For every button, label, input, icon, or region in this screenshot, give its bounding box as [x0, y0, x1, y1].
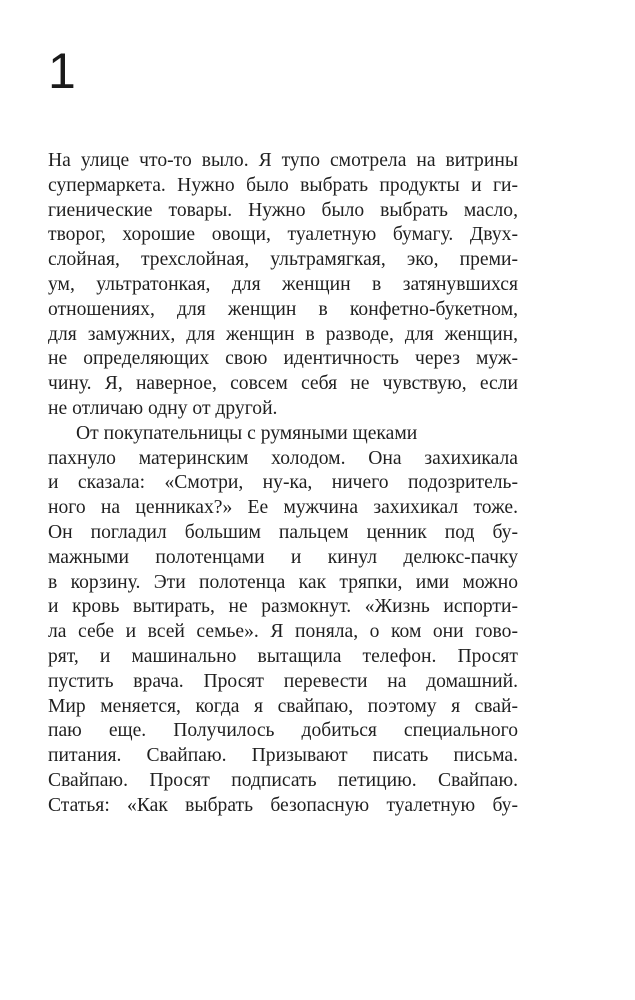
text-line: На улице что-то выло. Я тупо смотрела на витрины [48, 150, 518, 171]
text-line: не определяющих свою идентичность через муж- [48, 348, 518, 370]
body-text [48, 149, 518, 819]
text-line: Свайпаю. Просят подписать петицию. Свайпаю. [48, 769, 518, 791]
text-line: и кровь вытирать, не размокнут. «Жизнь испорти- [48, 596, 518, 618]
text-line: гиенические товары. Нужно было выбрать масло, [48, 199, 518, 221]
text-line: Он погладил большим пальцем ценник под бу- [48, 521, 518, 543]
text-line: творог, хорошие овощи, туалетную бумагу. Двух- [48, 224, 518, 246]
text-line: слойная, трехслойная, ультрамягкая, эко, преми- [48, 249, 518, 271]
text-line: пахнуло материнским холодом. Она захихикала [48, 447, 518, 469]
text-line: Статья: «Как выбрать безопасную туалетную бу- [48, 794, 518, 816]
text-line: питания. Свайпаю. Призывают писать письма. [48, 745, 518, 767]
text-line: ного на ценниках?» Ее мужчина захихикал тоже. [48, 497, 518, 519]
text-line: отношениях, для женщин в конфетно-букетном, [48, 298, 518, 320]
paragraph-1 [48, 149, 518, 422]
text-line: пустить врача. Просят перевести на домашний. [48, 670, 518, 692]
text-line: для замужних, для женщин в разводе, для женщин, [48, 323, 518, 345]
text-line: в корзину. Эти полотенца как тряпки, ими можно [48, 571, 518, 593]
text-line: ум, ультратонкая, для женщин в затянувшихся [48, 273, 518, 295]
text-line: От покупательницы с румяными щеками [76, 422, 418, 444]
paragraph-2 [48, 422, 518, 819]
chapter-number: 1 [48, 43, 76, 99]
text-line: Мир меняется, когда я свайпаю, поэтому я свай- [48, 695, 518, 717]
text-line: паю еще. Получилось добиться специального [48, 720, 518, 742]
text-line: и сказала: «Смотри, ну-ка, ничего подозритель- [48, 472, 518, 494]
text-line: чину. Я, наверное, совсем себя не чувствую, если [48, 373, 518, 395]
text-line: рят, и машинально вытащила телефон. Просят [48, 645, 518, 667]
text-line: мажными полотенцами и кинул делюкс-пачку [48, 546, 518, 568]
text-line: не отличаю одну от другой. [48, 397, 278, 419]
text-line: ла себе и всей семье». Я поняла, о ком они гово- [48, 621, 518, 643]
text-line: супермаркета. Нужно было выбрать продукты и ги- [48, 174, 518, 196]
